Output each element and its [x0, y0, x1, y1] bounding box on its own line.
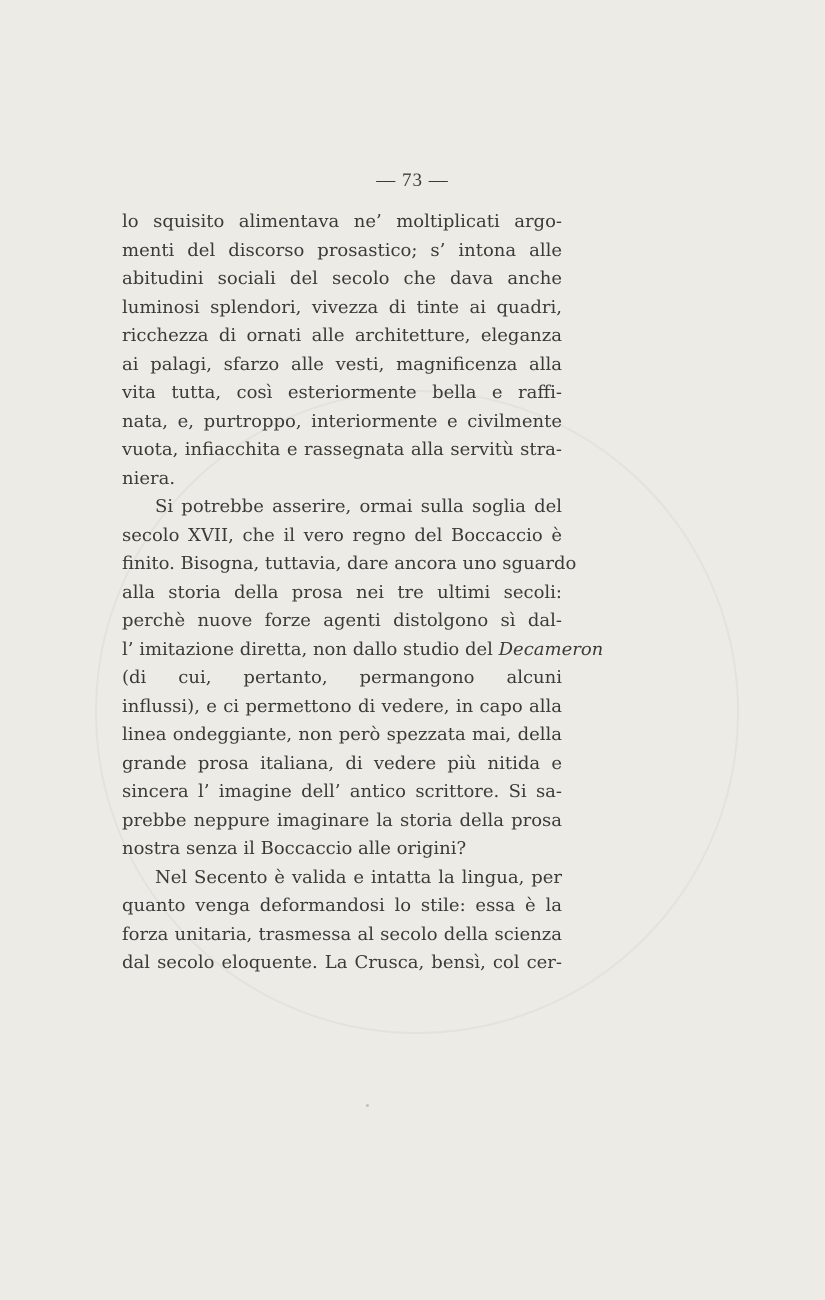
- text-line: abitudini sociali del secolo che dava anche: [122, 268, 562, 289]
- text-line: vita tutta, così esteriormente bella e raffi-: [122, 382, 562, 403]
- text-fragment: l’ imitazione diretta, non dallo studio del: [122, 638, 493, 660]
- text-line: linea ondeggiante, non però spezzata mai, della: [122, 724, 562, 745]
- text-line: sincera l’ imagine dell’ antico scrittore. Si sa-: [122, 781, 562, 802]
- text-line: quanto venga deformandosi lo stile: essa è la: [122, 895, 562, 916]
- text-line: luminosi splendori, vivezza di tinte ai quadri,: [122, 296, 562, 318]
- text-line: ai palagi, sfarzo alle vesti, magnificenza alla: [122, 353, 562, 375]
- text-line: dal secolo eloquente. La Crusca, bensì, col cer-: [122, 952, 562, 973]
- italic-title: Decameron: [498, 638, 604, 660]
- text-line-with-title: [122, 636, 604, 665]
- body-text: [122, 208, 604, 978]
- page-number: — 73 —: [376, 170, 449, 191]
- paper-speck: [366, 1104, 369, 1107]
- text-line: nostra senza il Boccaccio alle origini?: [122, 838, 467, 859]
- text-line: finito. Bisogna, tuttavia, dare ancora uno sguardo: [122, 553, 577, 574]
- text-line: niera.: [122, 467, 176, 489]
- text-line: alla storia della prosa nei tre ultimi secoli:: [122, 581, 562, 603]
- text-line: forza unitaria, trasmessa al secolo della scienza: [122, 923, 562, 945]
- text-line: lo squisito alimentava ne’ moltiplicati argo-: [122, 211, 562, 232]
- text-line: nata, e, purtroppo, interiormente e civilmente: [122, 410, 562, 432]
- text-line: perchè nuove forze agenti distolgono sì dal-: [122, 610, 562, 631]
- text-line: grande prosa italiana, di vedere più nitida e: [122, 752, 562, 774]
- text-line: prebbe neppure imaginare la storia della prosa: [122, 809, 562, 831]
- paragraph-start: Nel Secento è valida e intatta la lingua, per: [155, 866, 562, 888]
- text-line: ricchezza di ornati alle architetture, eleganza: [122, 325, 562, 346]
- text-line: menti del discorso prosastico; s’ intona alle: [122, 239, 562, 261]
- text-line: (di cui, pertanto, permangono alcuni: [122, 667, 562, 688]
- text-line: secolo XVII, che il vero regno del Boccaccio è: [122, 524, 562, 546]
- text-line: influssi), e ci permettono di vedere, in capo alla: [122, 695, 562, 717]
- text-line: vuota, infiacchita e rassegnata alla servitù stra-: [122, 439, 562, 460]
- paragraph-start: Si potrebbe asserire, ormai sulla soglia del: [155, 496, 562, 517]
